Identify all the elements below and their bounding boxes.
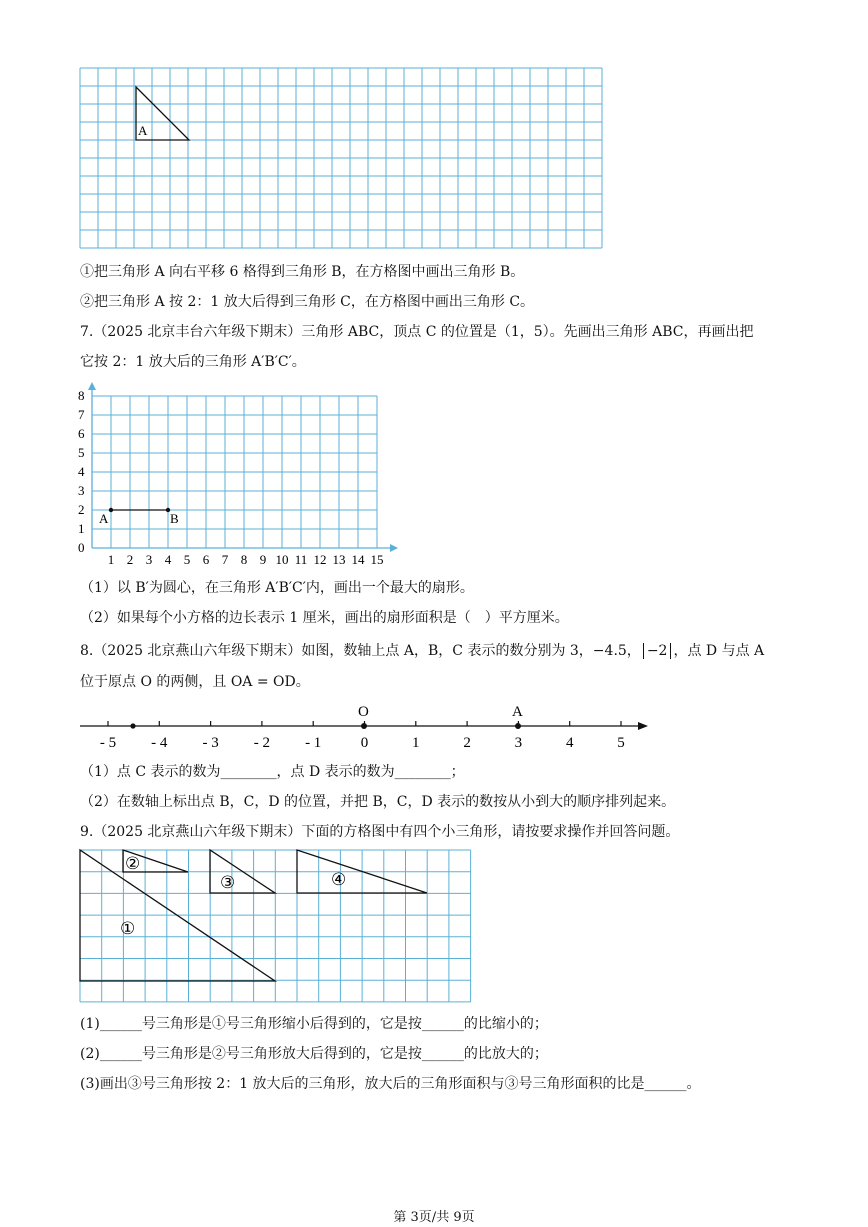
x-tick-label: 9 [259,552,267,567]
x-tick-label: 7 [221,552,229,567]
number-line-arrow-icon [638,722,648,730]
x-tick-label: 5 [183,552,191,567]
q7-text-line1: 7.（2025 北京丰台六年级下期末）三角形 ABC，顶点 C 的位置是（1，5）。先画出三角形 ABC，再画出把 [80,324,754,340]
x-tick-label: 12 [313,552,327,567]
q8-text-line1 [80,641,764,661]
point-b-mark [130,723,135,728]
triangle-1-label: ① [120,919,136,938]
x-tick-label: 8 [240,552,248,567]
q7-sub1: （1）以 B′为圆心，在三角形 A′B′C′内，画出一个最大的扇形。 [80,580,474,596]
point-a [109,508,113,512]
number-line-label: - 3 [202,735,219,751]
x-tick-label: 13 [332,552,346,567]
number-line-label: 2 [463,735,471,751]
number-line-label: 4 [565,735,574,751]
q7-coordinate-grid [72,378,407,568]
q9-sub2: (2)______号三角形是②号三角形放大后得到的，它是按______的比放大的； [80,1046,548,1062]
x-tick-label: 10 [275,552,289,567]
q6-item2: ②把三角形 A 按 2：1 放大后得到三角形 C，在方格图中画出三角形 C。 [80,294,535,310]
x-tick-label: 2 [126,552,134,567]
x-tick-labels [108,552,384,567]
q8-line1-pre: 8.（2025 北京燕山六年级下期末）如图，数轴上点 A，B，C 表示的数分别为 3，−4.5， [80,643,641,659]
q8-sub1: （1）点 C 表示的数为________，点 D 表示的数为________； [80,764,465,780]
y-tick-label: 7 [78,407,85,422]
number-line [76,700,656,752]
grid-triangle-a [78,66,610,252]
q8-line1-post: ，点 D 与点 A [673,643,765,659]
y-tick-label: 8 [78,388,85,403]
q6-item1: ①把三角形 A 向右平移 6 格得到三角形 B，在方格图中画出三角形 B。 [80,264,525,280]
point-o [361,723,367,729]
abs-value: −2 [643,643,672,659]
x-tick-label: 15 [370,552,384,567]
label-o: O [358,704,369,720]
x-tick-label: 14 [351,552,365,567]
number-line-label: - 5 [99,735,117,751]
grid-lines [80,68,602,248]
q8-text-line2: 位于原点 O 的两侧，且 OA = OD。 [80,674,310,690]
number-line-label: 1 [412,735,420,751]
x-tick-label: 11 [294,552,308,567]
y-tick-label: 1 [78,521,85,536]
q8-sub2: （2）在数轴上标出点 B，C，D 的位置，并把 B，C，D 表示的数按从小到大的顺序排列起来。 [80,794,676,810]
number-line-label: - 4 [151,735,168,751]
page-footer: 第 3页/共 9页 [393,1210,475,1225]
number-line-label: 3 [514,735,523,751]
x-tick-label: 3 [145,552,153,567]
triangle-4-label: ④ [331,870,347,889]
y-tick-label: 4 [78,464,85,479]
q9-text-line1: 9.（2025 北京燕山六年级下期末）下面的方格图中有四个小三角形，请按要求操作并回答问题。 [80,824,680,840]
y-tick-label: 6 [78,426,85,441]
q9-sub1: (1)______号三角形是①号三角形缩小后得到的，它是按______的比缩小的； [80,1016,548,1032]
q9-sub3: (3)画出③号三角形按 2：1 放大后的三角形，放大后的三角形面积与③号三角形面积的比是______。 [80,1076,701,1092]
x-tick-label: 1 [107,552,115,567]
y-axis-arrow-icon [88,382,96,390]
grid-lines [92,396,377,548]
label-b: B [170,511,179,526]
triangle-3-label: ③ [220,873,236,892]
triangle-2-label: ② [125,854,141,873]
label-a: A [138,123,148,138]
q7-text-line2: 它按 2：1 放大后的三角形 A′B′C′。 [80,354,306,370]
label-a: A [512,704,523,720]
y-tick-labels [78,388,85,555]
y-tick-label: 5 [78,445,85,460]
label-a: A [99,511,109,526]
x-tick-label: 4 [164,552,172,567]
number-line-label: - 1 [305,735,322,751]
y-tick-label: 2 [78,502,85,517]
q7-sub2: （2）如果每个小方格的边长表示 1 厘米，画出的扇形面积是（ ）平方厘米。 [80,610,569,626]
x-axis-arrow-icon [390,544,398,552]
number-line-label: 5 [617,735,625,751]
x-tick-label: 6 [202,552,210,567]
y-tick-label: 3 [78,483,85,498]
point-a [515,723,521,729]
q9-grid [78,848,474,1006]
number-line-label: - 2 [253,735,271,751]
y-tick-label: 0 [78,540,85,555]
number-line-label: 0 [360,735,369,751]
